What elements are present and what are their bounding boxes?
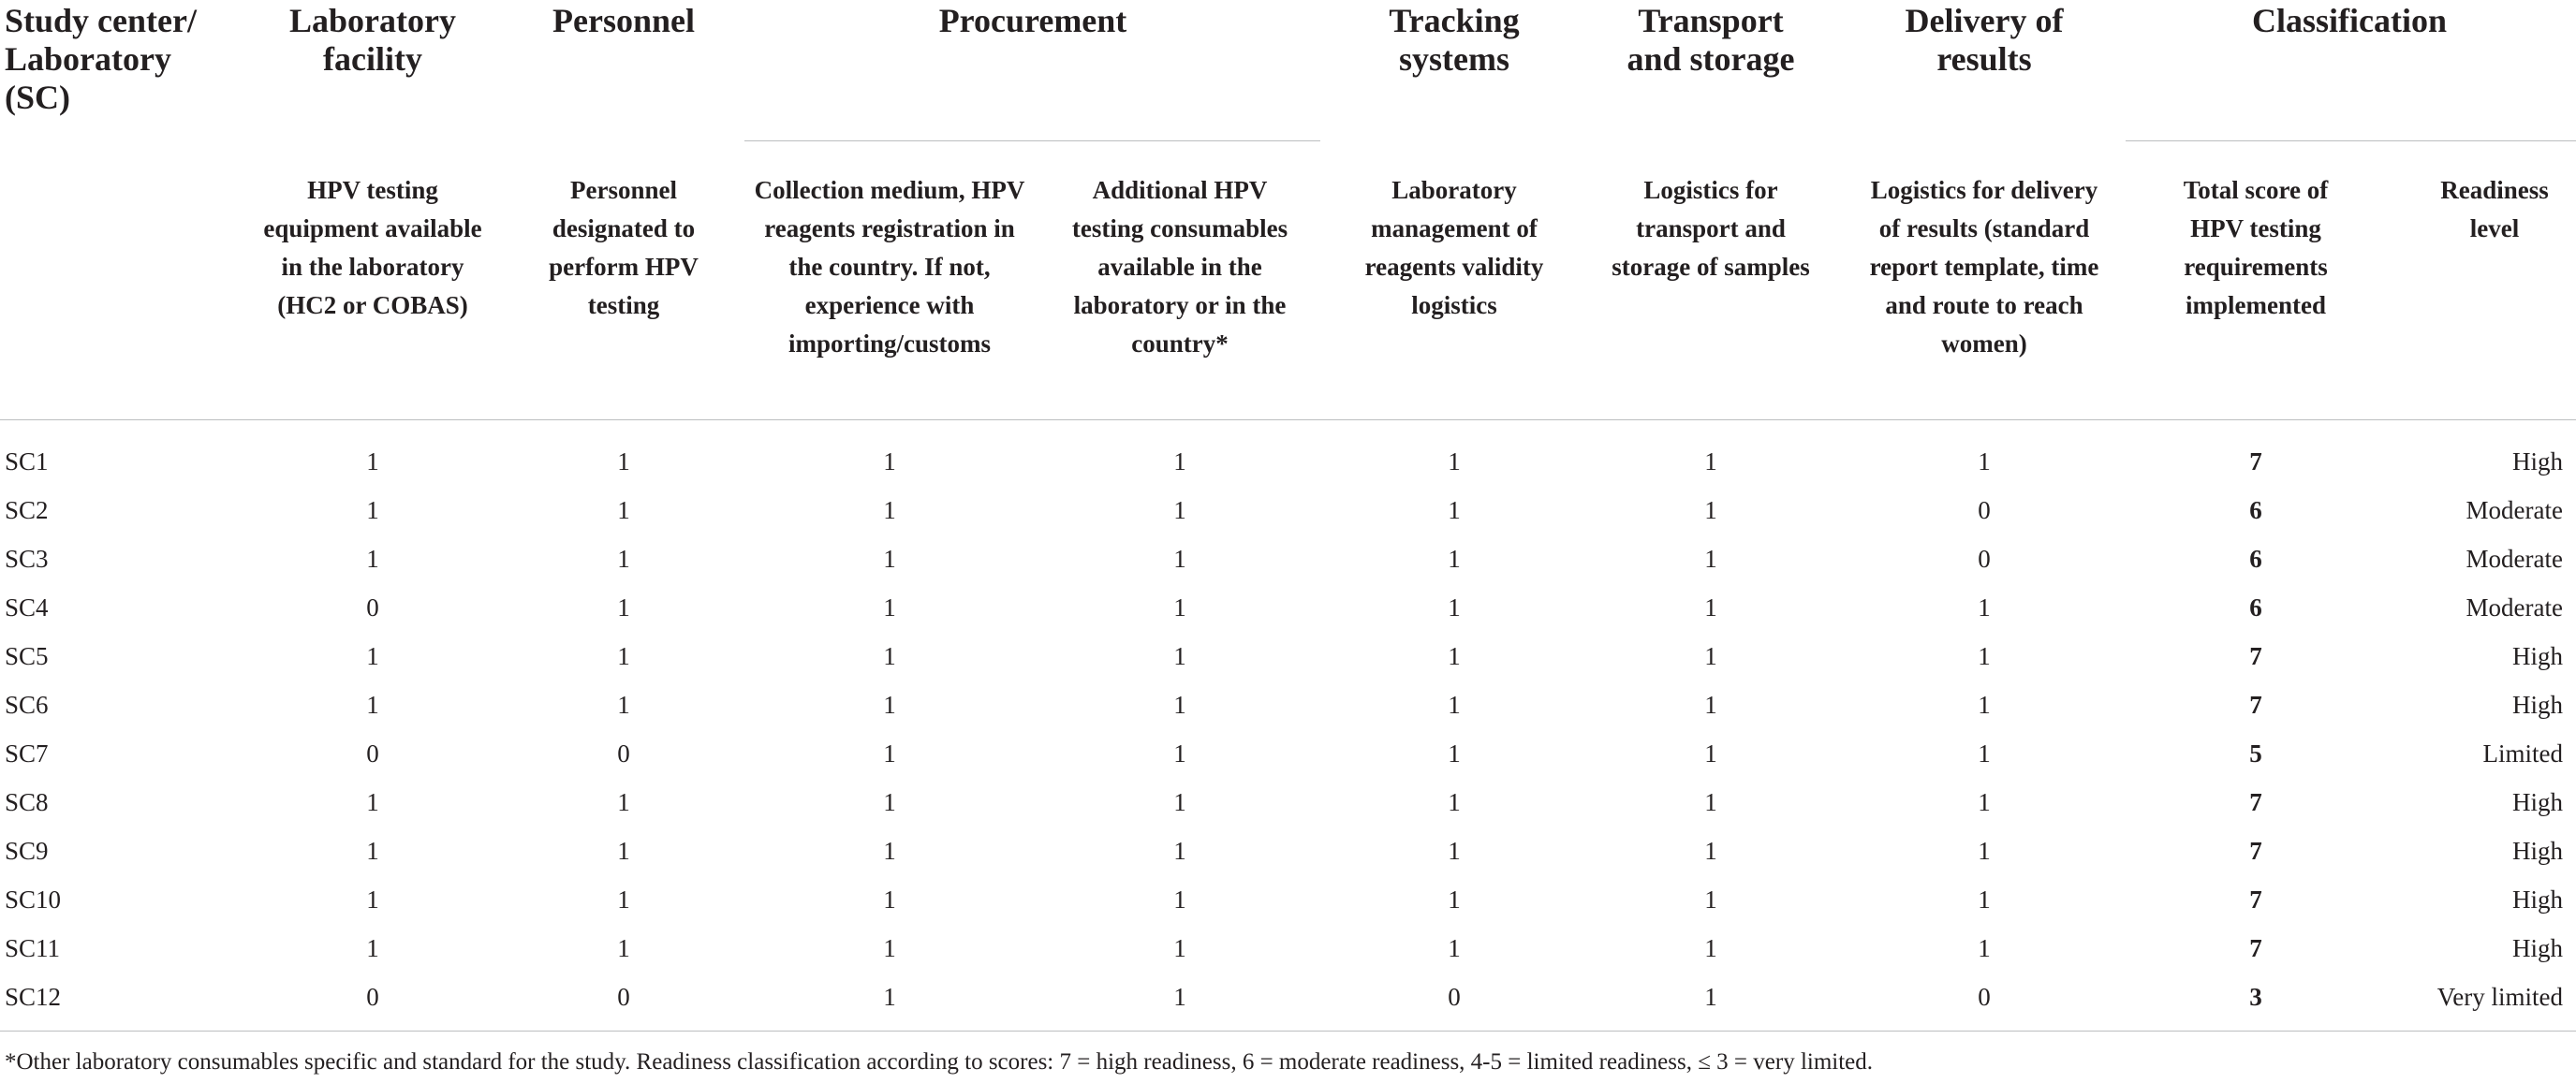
subheader-total-score: Total score of HPV testing requirements implemented <box>2183 176 2329 319</box>
cell-total-score: 7 <box>2249 642 2262 670</box>
cell-personnel: 1 <box>617 788 630 816</box>
cell-consumables: 1 <box>1173 885 1186 914</box>
cell-total-score: 7 <box>2249 788 2262 816</box>
row-label: SC7 <box>5 739 49 768</box>
cell-delivery: 1 <box>1978 934 1991 962</box>
header-tracking-systems: Tracking systems <box>1389 2 1520 78</box>
cell-collection-medium: 1 <box>883 447 896 476</box>
cell-tracking: 1 <box>1448 642 1461 670</box>
cell-delivery: 0 <box>1978 496 1991 524</box>
header-procurement: Procurement <box>938 2 1127 39</box>
cell-personnel: 1 <box>617 885 630 914</box>
subheader-additional-consumables: Additional HPV testing consumables available in the laboratory or in the country* <box>1071 176 1288 358</box>
header-study-center: Study center/ Laboratory (SC) <box>5 2 197 116</box>
cell-lab-facility: 1 <box>366 691 379 719</box>
row-label: SC1 <box>5 447 49 476</box>
cell-total-score: 7 <box>2249 885 2262 914</box>
subheader-hpv-equipment: HPV testing equipment available in the laboratory (HC2 or COBAS) <box>263 176 482 319</box>
cell-transport: 1 <box>1704 837 1717 865</box>
cell-consumables: 1 <box>1173 934 1186 962</box>
cell-transport: 1 <box>1704 593 1717 622</box>
cell-delivery: 0 <box>1978 983 1991 1011</box>
cell-collection-medium: 1 <box>883 496 896 524</box>
cell-collection-medium: 1 <box>883 691 896 719</box>
cell-personnel: 1 <box>617 545 630 573</box>
cell-lab-facility: 1 <box>366 642 379 670</box>
row-label: SC12 <box>5 983 62 1011</box>
cell-lab-facility: 1 <box>366 934 379 962</box>
subheader-collection-medium: Collection medium, HPV reagents registration in the country. If not, experience with importing/customs <box>754 176 1025 358</box>
cell-total-score: 5 <box>2249 739 2262 768</box>
cell-tracking: 1 <box>1448 934 1461 962</box>
cell-total-score: 6 <box>2249 545 2262 573</box>
header-bottom-rule <box>0 419 2576 420</box>
cell-lab-facility: 1 <box>366 496 379 524</box>
cell-collection-medium: 1 <box>883 545 896 573</box>
cell-personnel: 1 <box>617 934 630 962</box>
cell-lab-facility: 1 <box>366 447 379 476</box>
cell-delivery: 1 <box>1978 642 1991 670</box>
cell-consumables: 1 <box>1173 496 1186 524</box>
cell-readiness-level: High <box>2512 691 2563 719</box>
cell-total-score: 7 <box>2249 691 2262 719</box>
row-label: SC11 <box>5 934 61 962</box>
cell-readiness-level: High <box>2512 447 2563 476</box>
row-label: SC10 <box>5 885 62 914</box>
cell-collection-medium: 1 <box>883 739 896 768</box>
cell-transport: 1 <box>1704 983 1717 1011</box>
cell-personnel: 0 <box>617 983 630 1011</box>
cell-transport: 1 <box>1704 691 1717 719</box>
cell-tracking: 1 <box>1448 496 1461 524</box>
cell-delivery: 1 <box>1978 885 1991 914</box>
cell-consumables: 1 <box>1173 691 1186 719</box>
cell-personnel: 1 <box>617 447 630 476</box>
row-label: SC3 <box>5 545 49 573</box>
row-label: SC2 <box>5 496 49 524</box>
header-delivery-results: Delivery of results <box>1905 2 2064 78</box>
cell-tracking: 1 <box>1448 593 1461 622</box>
header-laboratory-facility: Laboratory facility <box>289 2 456 78</box>
row-label: SC8 <box>5 788 49 816</box>
cell-tracking: 0 <box>1448 983 1461 1011</box>
cell-tracking: 1 <box>1448 837 1461 865</box>
cell-personnel: 1 <box>617 593 630 622</box>
cell-transport: 1 <box>1704 739 1717 768</box>
cell-lab-facility: 0 <box>366 593 379 622</box>
cell-consumables: 1 <box>1173 642 1186 670</box>
cell-delivery: 1 <box>1978 739 1991 768</box>
cell-total-score: 7 <box>2249 934 2262 962</box>
cell-collection-medium: 1 <box>883 885 896 914</box>
table-footnote: *Other laboratory consumables specific and standard for the study. Readiness classification according to scores: 7 = high readiness, 6 = moderate readiness, 4-5 = limited readiness, ≤ 3 = very limited. <box>5 1049 1874 1075</box>
cell-personnel: 0 <box>617 739 630 768</box>
cell-consumables: 1 <box>1173 545 1186 573</box>
cell-readiness-level: High <box>2512 934 2563 962</box>
cell-total-score: 6 <box>2249 593 2262 622</box>
cell-readiness-level: High <box>2512 788 2563 816</box>
cell-personnel: 1 <box>617 642 630 670</box>
cell-transport: 1 <box>1704 788 1717 816</box>
cell-personnel: 1 <box>617 837 630 865</box>
cell-tracking: 1 <box>1448 885 1461 914</box>
cell-readiness-level: High <box>2512 837 2563 865</box>
cell-delivery: 0 <box>1978 545 1991 573</box>
cell-total-score: 6 <box>2249 496 2262 524</box>
cell-transport: 1 <box>1704 447 1717 476</box>
table-bottom-rule <box>0 1031 2576 1032</box>
cell-delivery: 1 <box>1978 691 1991 719</box>
cell-total-score: 7 <box>2249 837 2262 865</box>
subheader-reagents-validity: Laboratory management of reagents validity logistics <box>1364 176 1544 319</box>
cell-readiness-level: High <box>2512 642 2563 670</box>
cell-collection-medium: 1 <box>883 934 896 962</box>
cell-transport: 1 <box>1704 642 1717 670</box>
cell-readiness-level: Moderate <box>2466 545 2563 573</box>
classification-rule <box>2126 140 2576 141</box>
cell-tracking: 1 <box>1448 739 1461 768</box>
cell-transport: 1 <box>1704 934 1717 962</box>
cell-consumables: 1 <box>1173 447 1186 476</box>
cell-lab-facility: 0 <box>366 983 379 1011</box>
cell-personnel: 1 <box>617 691 630 719</box>
cell-delivery: 1 <box>1978 837 1991 865</box>
cell-transport: 1 <box>1704 496 1717 524</box>
cell-consumables: 1 <box>1173 739 1186 768</box>
subheader-transport-logistics: Logistics for transport and storage of samples <box>1612 176 1810 281</box>
cell-collection-medium: 1 <box>883 642 896 670</box>
cell-lab-facility: 1 <box>366 837 379 865</box>
header-personnel: Personnel <box>552 2 695 39</box>
cell-tracking: 1 <box>1448 788 1461 816</box>
cell-collection-medium: 1 <box>883 983 896 1011</box>
cell-readiness-level: Very limited <box>2436 983 2563 1011</box>
row-label: SC4 <box>5 593 49 622</box>
cell-total-score: 7 <box>2249 447 2262 476</box>
cell-tracking: 1 <box>1448 545 1461 573</box>
row-label: SC6 <box>5 691 49 719</box>
cell-lab-facility: 1 <box>366 788 379 816</box>
cell-personnel: 1 <box>617 496 630 524</box>
cell-delivery: 1 <box>1978 593 1991 622</box>
cell-readiness-level: Limited <box>2482 739 2563 768</box>
cell-delivery: 1 <box>1978 788 1991 816</box>
procurement-rule <box>744 140 1320 141</box>
cell-collection-medium: 1 <box>883 837 896 865</box>
cell-tracking: 1 <box>1448 691 1461 719</box>
subheader-delivery-logistics: Logistics for delivery of results (standard report template, time and route to reach women) <box>1869 176 2099 358</box>
cell-consumables: 1 <box>1173 983 1186 1011</box>
subheader-readiness-level: Readiness level <box>2440 176 2549 242</box>
cell-total-score: 3 <box>2249 983 2262 1011</box>
row-label: SC5 <box>5 642 49 670</box>
cell-consumables: 1 <box>1173 593 1186 622</box>
cell-collection-medium: 1 <box>883 593 896 622</box>
cell-collection-medium: 1 <box>883 788 896 816</box>
row-label: SC9 <box>5 837 49 865</box>
cell-lab-facility: 1 <box>366 885 379 914</box>
cell-tracking: 1 <box>1448 447 1461 476</box>
cell-readiness-level: High <box>2512 885 2563 914</box>
cell-lab-facility: 1 <box>366 545 379 573</box>
subheader-personnel-designated: Personnel designated to perform HPV testing <box>549 176 699 319</box>
cell-lab-facility: 0 <box>366 739 379 768</box>
cell-readiness-level: Moderate <box>2466 496 2563 524</box>
cell-readiness-level: Moderate <box>2466 593 2563 622</box>
cell-transport: 1 <box>1704 885 1717 914</box>
cell-consumables: 1 <box>1173 837 1186 865</box>
cell-transport: 1 <box>1704 545 1717 573</box>
cell-delivery: 1 <box>1978 447 1991 476</box>
cell-consumables: 1 <box>1173 788 1186 816</box>
header-transport-storage: Transport and storage <box>1627 2 1795 78</box>
header-classification: Classification <box>2251 2 2448 39</box>
